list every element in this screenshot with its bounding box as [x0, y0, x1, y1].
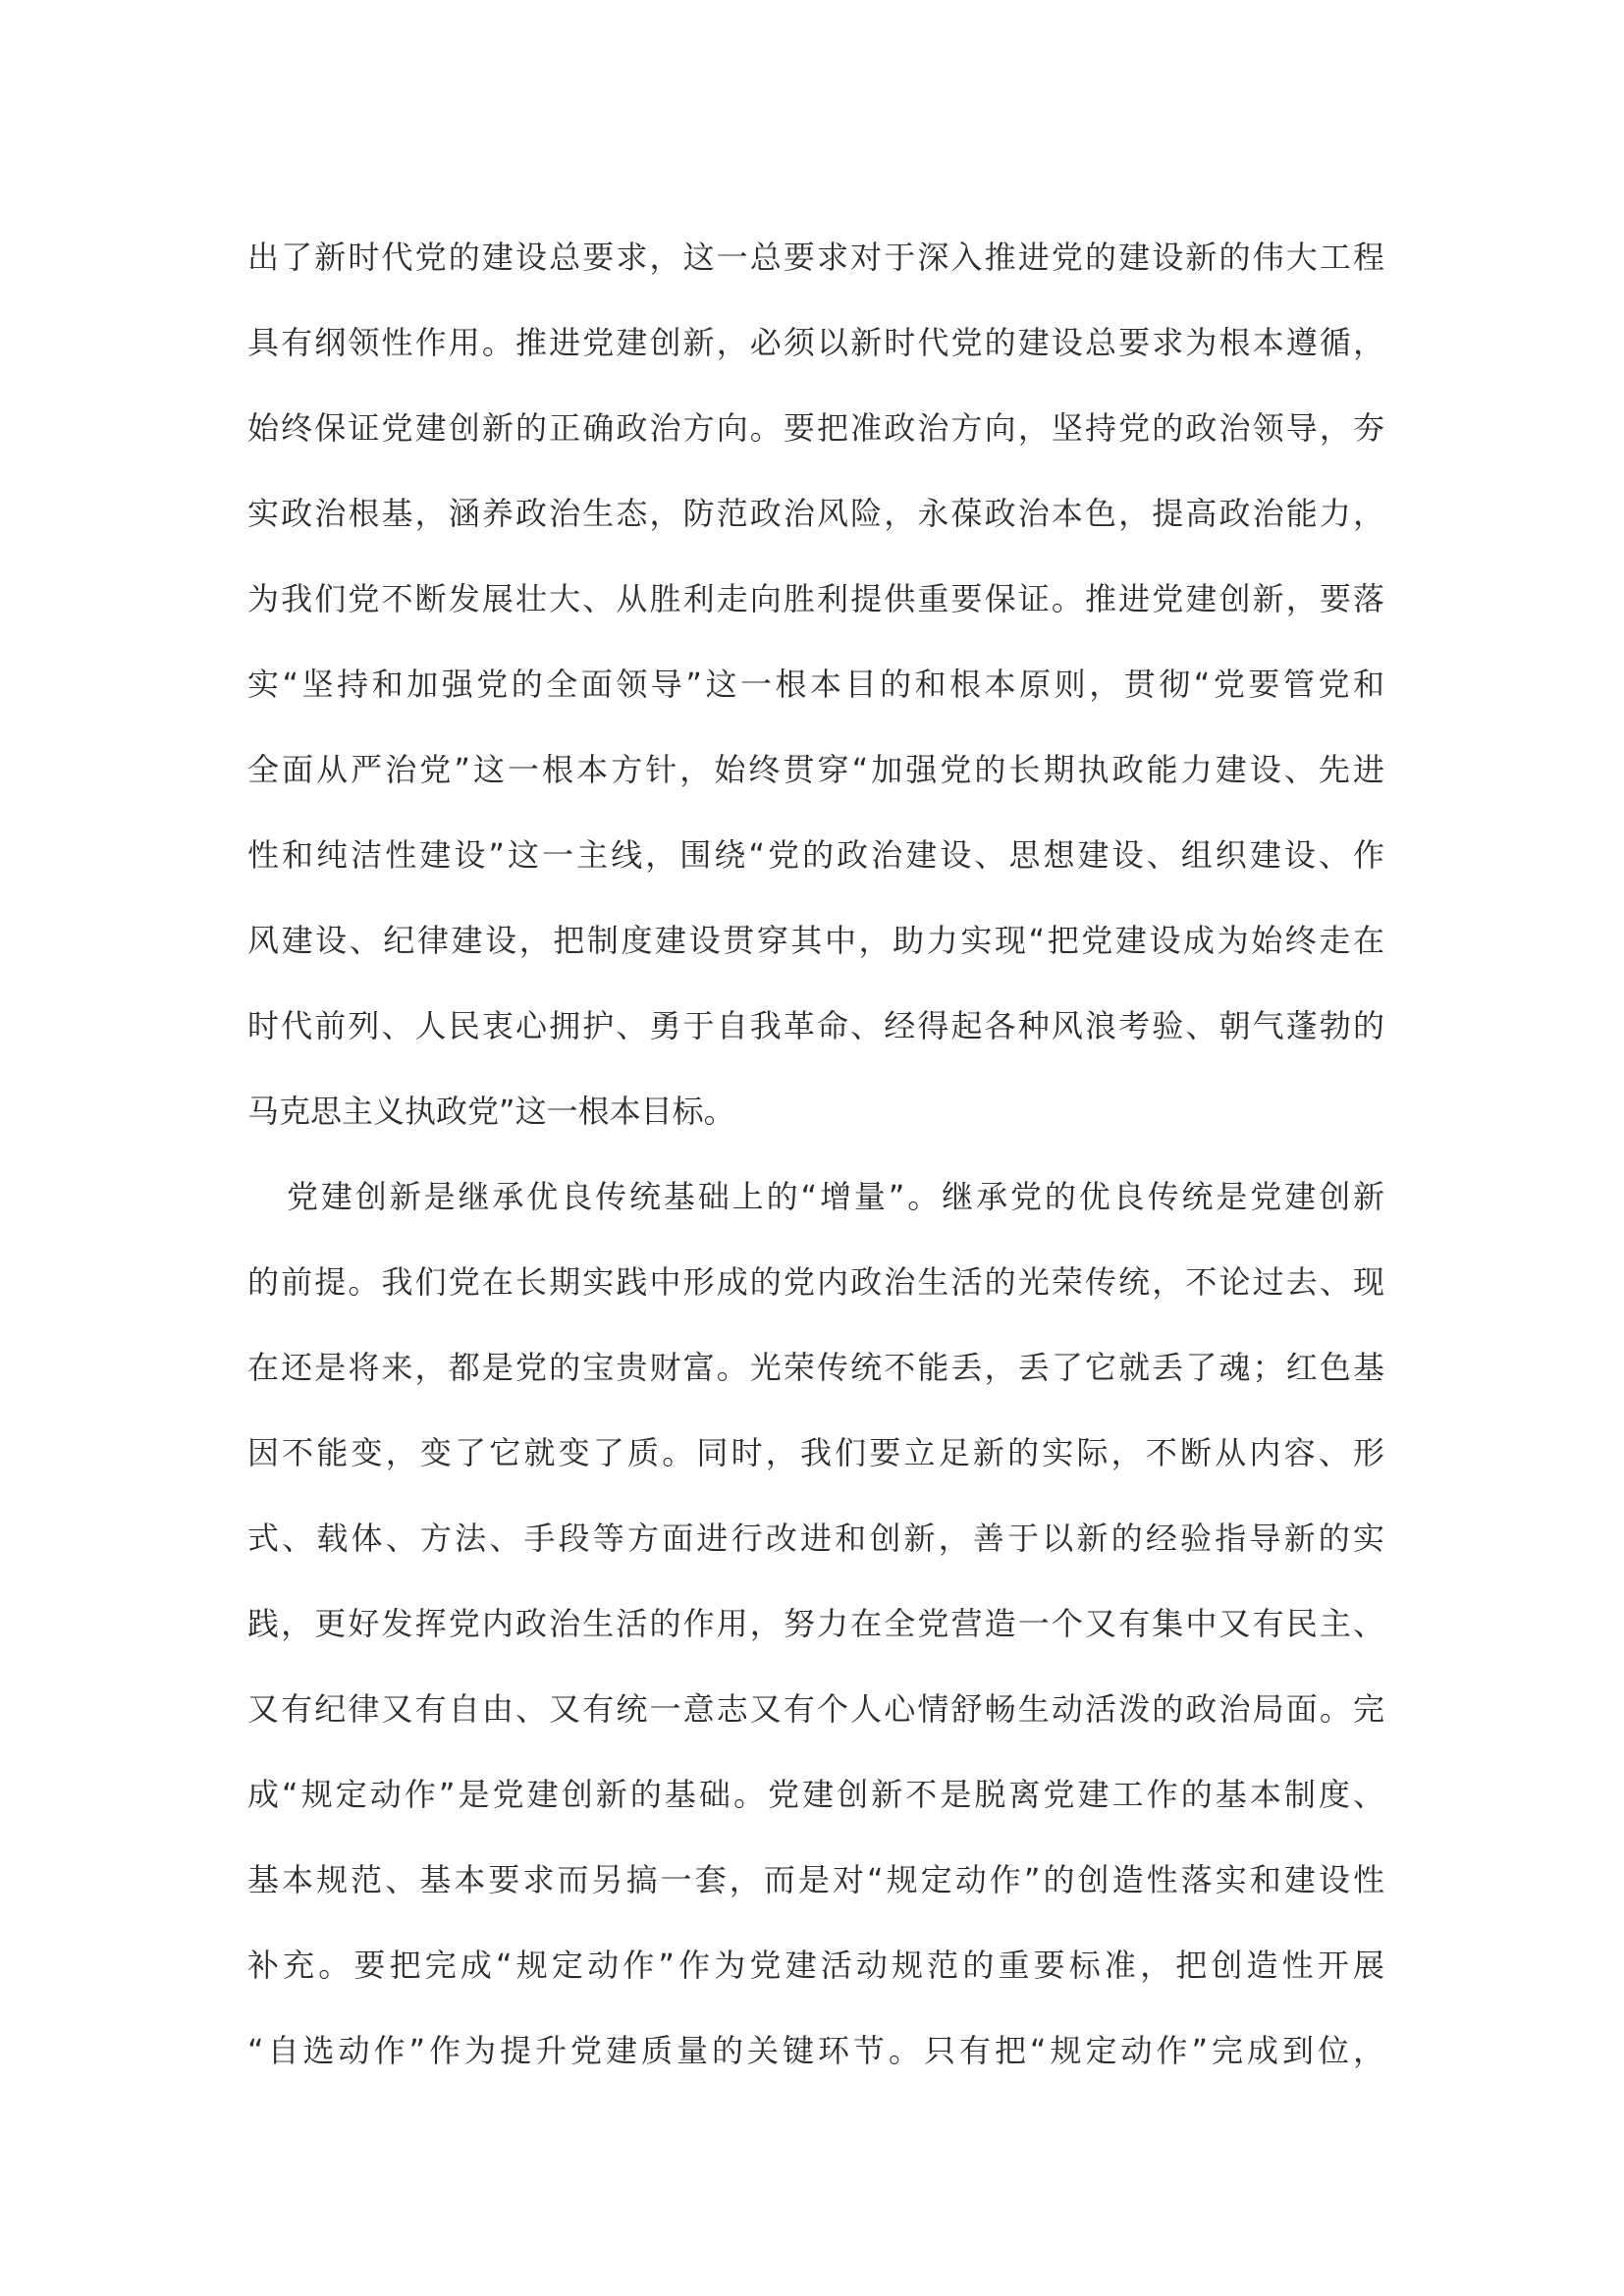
text-line: 因不能变，变了它就变了质。同时，我们要立足新的实际，不断从内容、形: [247, 1434, 1384, 1471]
text-line: 风建设、纪律建设，把制度建设贯穿其中，助力实现“把党建设成为始终走在: [247, 922, 1384, 959]
text-line: “自选动作”作为提升党建质量的关键环节。只有把“规定动作”完成到位，: [247, 2032, 1384, 2069]
paragraph-1: [247, 215, 1384, 1154]
text-line: 马克思主义执政党”这一根本目标。: [247, 1093, 735, 1130]
text-line: 成“规定动作”是党建创新的基础。党建创新不是脱离党建工作的基本制度、: [247, 1776, 1384, 1813]
text-line: 全面从严治党”这一根本方针，始终贯穿“加强党的长期执政能力建设、先进: [247, 751, 1384, 788]
text-line: 性和纯洁性建设”这一主线，围绕“党的政治建设、思想建设、组织建设、作: [247, 836, 1384, 874]
text-line: 又有纪律又有自由、又有统一意志又有个人心情舒畅生动活泼的政治局面。完: [247, 1690, 1384, 1728]
text-line: 式、载体、方法、手段等方面进行改进和创新，善于以新的经验指导新的实: [247, 1520, 1384, 1557]
text-line: 基本规范、基本要求而另搞一套，而是对“规定动作”的创造性落实和建设性: [247, 1861, 1384, 1898]
text-line: 实“坚持和加强党的全面领导”这一根本目的和根本原则，贯彻“党要管党和: [247, 666, 1384, 703]
text-line: 在还是将来，都是党的宝贵财富。光荣传统不能丢，丢了它就丢了魂；红色基: [247, 1349, 1384, 1386]
text-line: 始终保证党建创新的正确政治方向。要把准政治方向，坚持党的政治领导，夯: [247, 409, 1384, 447]
paragraph-2: [247, 1154, 1384, 2094]
text-line: 具有纲领性作用。推进党建创新，必须以新时代党的建设总要求为根本遵循，: [247, 324, 1384, 361]
text-line: 时代前列、人民衷心拥护、勇于自我革命、经得起各种风浪考验、朝气蓬勃的: [247, 1007, 1384, 1044]
document-page: [247, 215, 1384, 2094]
text-line: 为我们党不断发展壮大、从胜利走向胜利提供重要保证。推进党建创新，要落: [247, 580, 1384, 617]
text-line: 党建创新是继承优良传统基础上的“增量”。继承党的优良传统是党建创新: [287, 1178, 1384, 1215]
text-line: 践，更好发挥党内政治生活的作用，努力在全党营造一个又有集中又有民主、: [247, 1605, 1384, 1642]
text-line: 补充。要把完成“规定动作”作为党建活动规范的重要标准，把创造性开展: [247, 1947, 1384, 1984]
text-line: 的前提。我们党在长期实践中形成的党内政治生活的光荣传统，不论过去、现: [247, 1263, 1384, 1301]
text-line: 出了新时代党的建设总要求，这一总要求对于深入推进党的建设新的伟大工程: [247, 239, 1384, 276]
text-line: 实政治根基，涵养政治生态，防范政治风险，永葆政治本色，提高政治能力，: [247, 495, 1384, 532]
